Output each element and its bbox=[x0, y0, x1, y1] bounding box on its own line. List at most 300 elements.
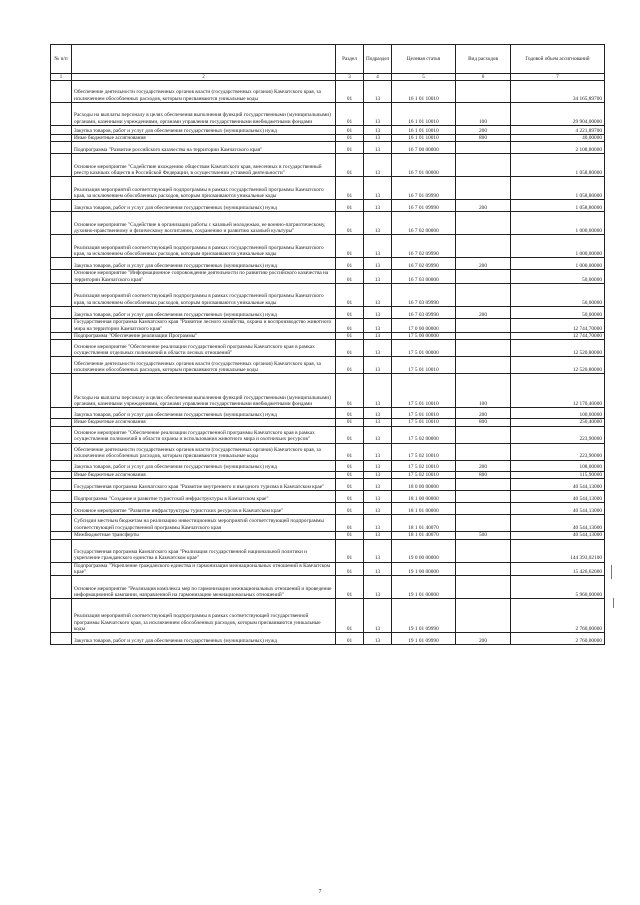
row-amount-cell: 223,90000 bbox=[511, 426, 605, 443]
row-section-cell: 01 bbox=[336, 562, 364, 576]
row-expense-type-cell: 200 bbox=[456, 633, 511, 645]
row-amount-cell: 12 520,80000 bbox=[511, 340, 605, 357]
row-section-cell: 01 bbox=[336, 599, 364, 633]
table-row bbox=[51, 576, 605, 599]
row-name-cell: Основное мероприятие "Информационное сопровождение деятельности по развитию российского казачества на территории Камчатского края" bbox=[72, 270, 336, 284]
table-row bbox=[51, 479, 605, 491]
row-target-article-cell: 16 1 01 10010 bbox=[392, 81, 456, 103]
row-number-cell bbox=[51, 177, 72, 200]
table-row bbox=[51, 319, 605, 333]
row-name-cell: Закупка товаров, работ и услуг для обеспечения государственных (муниципальных) нужд bbox=[72, 633, 336, 645]
row-expense-type-cell bbox=[456, 539, 511, 562]
row-target-article-cell: 18 1 01 40070 bbox=[392, 532, 456, 539]
row-target-article-cell: 16 7 01 00000 bbox=[392, 154, 456, 177]
header-number: № п/п bbox=[51, 45, 72, 74]
row-amount-cell: 12 520,80000 bbox=[511, 357, 605, 374]
table-row bbox=[51, 126, 605, 135]
row-number-cell bbox=[51, 471, 72, 478]
table-row bbox=[51, 357, 605, 374]
row-expense-type-cell bbox=[456, 491, 511, 503]
row-amount-cell: 29 904,00000 bbox=[511, 103, 605, 126]
budget-table bbox=[50, 44, 605, 645]
row-number-cell bbox=[51, 235, 72, 258]
row-section-cell: 01 bbox=[336, 471, 364, 478]
row-subsection-cell: 13 bbox=[364, 340, 392, 357]
row-number-cell bbox=[51, 539, 72, 562]
row-name-cell: Реализация мероприятий соответствующей подпрограммы в рамках государственной программы Камчатского края, за исключением обособленных расходов, которым присваиваются уникальные коды bbox=[72, 177, 336, 200]
row-name-cell: Субсидии местным бюджетам на реализацию инвестиционных мероприятий соответствующей подпрограммы соответствующей государственной программы Камчатского края bbox=[72, 515, 336, 532]
row-name-cell: Основное мероприятие "Обеспечение реализации государственной программы Камчатского края в рамках осуществления полномочий в области охраны и использования животного мира и охотничьих ресурсов" bbox=[72, 426, 336, 443]
row-name-cell: Иные бюджетные ассигнования bbox=[72, 419, 336, 426]
table-row bbox=[51, 333, 605, 340]
row-number-cell bbox=[51, 479, 72, 491]
row-subsection-cell: 13 bbox=[364, 532, 392, 539]
row-section-cell: 01 bbox=[336, 443, 364, 460]
row-subsection-cell: 13 bbox=[364, 81, 392, 103]
row-number-cell bbox=[51, 532, 72, 539]
row-name-cell: Межбюджетные трансферты bbox=[72, 532, 336, 539]
row-amount-cell: 40 544,13000 bbox=[511, 532, 605, 539]
row-amount-cell: 15 426,62000 bbox=[511, 562, 605, 576]
table-row bbox=[51, 135, 605, 142]
row-section-cell: 01 bbox=[336, 419, 364, 426]
row-number-cell bbox=[51, 340, 72, 357]
row-subsection-cell: 13 bbox=[364, 212, 392, 235]
row-target-article-cell: 16 7 01 09990 bbox=[392, 177, 456, 200]
row-section-cell: 01 bbox=[336, 426, 364, 443]
row-amount-cell: 1 000,00000 bbox=[511, 258, 605, 270]
row-target-article-cell: 17 5 02 00000 bbox=[392, 426, 456, 443]
row-target-article-cell: 16 7 01 09990 bbox=[392, 200, 456, 212]
row-target-article-cell: 17 5 01 10010 bbox=[392, 408, 456, 419]
column-number: 2 bbox=[72, 74, 336, 81]
row-number-cell bbox=[51, 200, 72, 212]
row-subsection-cell: 13 bbox=[364, 333, 392, 340]
row-subsection-cell: 13 bbox=[364, 177, 392, 200]
table-row bbox=[51, 154, 605, 177]
row-expense-type-cell bbox=[456, 81, 511, 103]
row-expense-type-cell bbox=[456, 235, 511, 258]
row-section-cell: 01 bbox=[336, 154, 364, 177]
row-section-cell: 01 bbox=[336, 491, 364, 503]
table-body bbox=[51, 81, 605, 645]
row-number-cell bbox=[51, 258, 72, 270]
table-row bbox=[51, 532, 605, 539]
row-name-cell: Расходы на выплаты персоналу в целях обеспечения выполнения функций государственными (муниципальными) органами, казенными учреждениями, органами управления государственными внебюджетными фондами bbox=[72, 374, 336, 408]
header-subsection: Подраздел bbox=[364, 45, 392, 74]
row-section-cell: 01 bbox=[336, 515, 364, 532]
row-expense-type-cell: 200 bbox=[456, 460, 511, 471]
table-row bbox=[51, 200, 605, 212]
table-row bbox=[51, 177, 605, 200]
row-section-cell: 01 bbox=[336, 258, 364, 270]
row-subsection-cell: 13 bbox=[364, 576, 392, 599]
row-section-cell: 01 bbox=[336, 374, 364, 408]
row-expense-type-cell: 200 bbox=[456, 408, 511, 419]
row-expense-type-cell bbox=[456, 270, 511, 284]
row-target-article-cell: 17 0 00 00000 bbox=[392, 319, 456, 333]
row-amount-cell: 1 000,00000 bbox=[511, 235, 605, 258]
row-name-cell: Государственная программа Камчатского края "Развитие внутреннего и въездного туризма в Камчатском крае" bbox=[72, 479, 336, 491]
row-amount-cell: 250,40000 bbox=[511, 419, 605, 426]
row-amount-cell: 12 744,70000 bbox=[511, 333, 605, 340]
row-subsection-cell: 13 bbox=[364, 154, 392, 177]
row-target-article-cell: 16 7 03 00000 bbox=[392, 270, 456, 284]
row-subsection-cell: 13 bbox=[364, 539, 392, 562]
row-subsection-cell: 13 bbox=[364, 142, 392, 154]
row-expense-type-cell bbox=[456, 515, 511, 532]
row-name-cell: Закупка товаров, работ и услуг для обеспечения государственных (муниципальных) нужд bbox=[72, 258, 336, 270]
row-target-article-cell: 17 5 01 10010 bbox=[392, 419, 456, 426]
row-expense-type-cell bbox=[456, 599, 511, 633]
row-expense-type-cell: 100 bbox=[456, 103, 511, 126]
row-section-cell: 01 bbox=[336, 340, 364, 357]
row-section-cell: 01 bbox=[336, 357, 364, 374]
row-section-cell: 01 bbox=[336, 177, 364, 200]
row-subsection-cell: 13 bbox=[364, 471, 392, 478]
row-subsection-cell: 13 bbox=[364, 633, 392, 645]
row-target-article-cell: 17 5 02 10010 bbox=[392, 471, 456, 478]
row-name-cell: Основное мероприятие "Содействие в организации работы с казачьей молодежью, ее военно-патриотическому, духовно-нравственному и физическому воспитанию, сохранению и развитию казачьей культуры" bbox=[72, 212, 336, 235]
table-row bbox=[51, 212, 605, 235]
budget-table-sheet bbox=[50, 44, 604, 645]
row-section-cell: 01 bbox=[336, 333, 364, 340]
row-amount-cell: 12 744,70000 bbox=[511, 319, 605, 333]
table-row bbox=[51, 633, 605, 645]
row-name-cell: Реализация мероприятий соответствующей подпрограммы в рамках соответствующей государственной программы Камчатского края, за исключением обособленных расходов, которым присваиваются уникальные коды bbox=[72, 599, 336, 633]
row-subsection-cell: 13 bbox=[364, 562, 392, 576]
table-row bbox=[51, 142, 605, 154]
row-target-article-cell: 19 1 01 00000 bbox=[392, 576, 456, 599]
row-amount-cell: 40 544,13000 bbox=[511, 515, 605, 532]
row-number-cell bbox=[51, 103, 72, 126]
row-subsection-cell: 13 bbox=[364, 515, 392, 532]
row-number-cell bbox=[51, 426, 72, 443]
row-name-cell: Подпрограмма "Создание и развитие туристской инфраструктуры в Камчатском крае" bbox=[72, 491, 336, 503]
row-name-cell: Подпрограмма "Развитие российского казачества на территории Камчатского края" bbox=[72, 142, 336, 154]
row-expense-type-cell bbox=[456, 357, 511, 374]
row-section-cell: 01 bbox=[336, 479, 364, 491]
table-row bbox=[51, 426, 605, 443]
row-subsection-cell: 13 bbox=[364, 419, 392, 426]
row-amount-cell: 40,00000 bbox=[511, 135, 605, 142]
row-section-cell: 01 bbox=[336, 126, 364, 135]
row-target-article-cell: 17 5 02 10010 bbox=[392, 443, 456, 460]
row-expense-type-cell: 800 bbox=[456, 471, 511, 478]
margin-mark bbox=[611, 565, 612, 579]
row-subsection-cell: 13 bbox=[364, 258, 392, 270]
table-row bbox=[51, 460, 605, 471]
row-number-cell bbox=[51, 503, 72, 515]
row-number-cell bbox=[51, 599, 72, 633]
table-row bbox=[51, 471, 605, 478]
row-name-cell: Иные бюджетные ассигнования bbox=[72, 471, 336, 478]
row-amount-cell: 1 000,00000 bbox=[511, 212, 605, 235]
row-expense-type-cell: 200 bbox=[456, 126, 511, 135]
row-name-cell: Государственная программа Камчатского края "Реализация государственной национальной политики и укрепление гражданского единства в Камчатском крае" bbox=[72, 539, 336, 562]
table-row bbox=[51, 374, 605, 408]
row-number-cell bbox=[51, 142, 72, 154]
row-target-article-cell: 17 5 01 10010 bbox=[392, 357, 456, 374]
row-number-cell bbox=[51, 576, 72, 599]
row-name-cell: Расходы на выплаты персоналу в целях обеспечения выполнения функций государственными (муниципальными) органами, казенными учреждениями, органами управления государственными внебюджетными фондами bbox=[72, 103, 336, 126]
row-amount-cell: 1 058,80000 bbox=[511, 154, 605, 177]
row-target-article-cell: 16 1 01 10010 bbox=[392, 126, 456, 135]
row-expense-type-cell bbox=[456, 426, 511, 443]
row-name-cell: Закупка товаров, работ и услуг для обеспечения государственных (муниципальных) нужд bbox=[72, 460, 336, 471]
row-amount-cell: 100,00000 bbox=[511, 408, 605, 419]
row-section-cell: 01 bbox=[336, 576, 364, 599]
row-expense-type-cell: 800 bbox=[456, 135, 511, 142]
row-subsection-cell: 13 bbox=[364, 374, 392, 408]
row-expense-type-cell bbox=[456, 562, 511, 576]
row-subsection-cell: 13 bbox=[364, 426, 392, 443]
row-number-cell bbox=[51, 154, 72, 177]
row-expense-type-cell bbox=[456, 443, 511, 460]
row-section-cell: 01 bbox=[336, 212, 364, 235]
row-section-cell: 01 bbox=[336, 235, 364, 258]
row-amount-cell: 50,00000 bbox=[511, 270, 605, 284]
row-name-cell: Подпрограмма "Обеспечение реализации Программы" bbox=[72, 333, 336, 340]
row-subsection-cell: 13 bbox=[364, 103, 392, 126]
header-name bbox=[72, 45, 336, 74]
row-subsection-cell: 13 bbox=[364, 135, 392, 142]
row-name-cell: Обеспечение деятельности государственных органов власти (государственных органов) Камчатского края, за исключением обособленных расходов, которым присваиваются уникальные коды bbox=[72, 357, 336, 374]
column-number: 7 bbox=[511, 74, 605, 81]
row-number-cell bbox=[51, 284, 72, 307]
row-target-article-cell: 16 1 01 10010 bbox=[392, 103, 456, 126]
header-target-article: Целевая статья bbox=[392, 45, 456, 74]
row-subsection-cell: 13 bbox=[364, 460, 392, 471]
row-expense-type-cell: 200 bbox=[456, 200, 511, 212]
row-target-article-cell: 16 7 03 09990 bbox=[392, 284, 456, 307]
row-target-article-cell: 19 1 01 09990 bbox=[392, 599, 456, 633]
row-name-cell: Закупка товаров, работ и услуг для обеспечения государственных (муниципальных) нужд bbox=[72, 126, 336, 135]
row-subsection-cell: 13 bbox=[364, 200, 392, 212]
row-number-cell bbox=[51, 212, 72, 235]
row-number-cell bbox=[51, 357, 72, 374]
row-section-cell: 01 bbox=[336, 103, 364, 126]
row-number-cell bbox=[51, 633, 72, 645]
row-target-article-cell: 19 0 00 00000 bbox=[392, 539, 456, 562]
row-number-cell bbox=[51, 81, 72, 103]
row-amount-cell: 2 108,80000 bbox=[511, 142, 605, 154]
row-amount-cell: 40 544,13000 bbox=[511, 479, 605, 491]
row-amount-cell: 50,00000 bbox=[511, 284, 605, 307]
row-number-cell bbox=[51, 333, 72, 340]
table-row bbox=[51, 515, 605, 532]
row-expense-type-cell: 200 bbox=[456, 307, 511, 319]
table-row bbox=[51, 599, 605, 633]
column-number: 4 bbox=[364, 74, 392, 81]
row-expense-type-cell bbox=[456, 154, 511, 177]
row-target-article-cell: 16 7 00 00000 bbox=[392, 142, 456, 154]
table-row bbox=[51, 503, 605, 515]
row-name-cell: Иные бюджетные ассигнования bbox=[72, 135, 336, 142]
row-expense-type-cell: 100 bbox=[456, 374, 511, 408]
row-section-cell: 01 bbox=[336, 503, 364, 515]
row-section-cell: 01 bbox=[336, 81, 364, 103]
row-amount-cell: 40 544,13000 bbox=[511, 503, 605, 515]
row-name-cell: Реализация мероприятий соответствующей подпрограммы в рамках государственной программы Камчатского края, за исключением обособленных расходов, которым присваиваются уникальные коды bbox=[72, 284, 336, 307]
row-subsection-cell: 13 bbox=[364, 443, 392, 460]
row-name-cell: Закупка товаров, работ и услуг для обеспечения государственных (муниципальных) нужд bbox=[72, 307, 336, 319]
row-number-cell bbox=[51, 408, 72, 419]
row-section-cell: 01 bbox=[336, 284, 364, 307]
row-section-cell: 01 bbox=[336, 200, 364, 212]
row-target-article-cell: 17 5 02 10010 bbox=[392, 460, 456, 471]
row-number-cell bbox=[51, 419, 72, 426]
row-name-cell: Основное мероприятие "Содействие вхождению обществам Камчатского края, внесенных в государственный реестр казачьих обществ в Российской Федерации, в осуществлении уставной деятельности" bbox=[72, 154, 336, 177]
row-subsection-cell: 13 bbox=[364, 270, 392, 284]
row-subsection-cell: 13 bbox=[364, 126, 392, 135]
row-number-cell bbox=[51, 515, 72, 532]
row-expense-type-cell bbox=[456, 212, 511, 235]
row-section-cell: 01 bbox=[336, 319, 364, 333]
row-name-cell: Обеспечение деятельности государственных органов власти (государственных органов) Камчатского края, за исключением обособленных расходов, которым присваиваются уникальные коды bbox=[72, 81, 336, 103]
row-number-cell bbox=[51, 491, 72, 503]
row-expense-type-cell bbox=[456, 333, 511, 340]
row-target-article-cell: 16 7 02 09990 bbox=[392, 258, 456, 270]
row-subsection-cell: 13 bbox=[364, 599, 392, 633]
row-number-cell bbox=[51, 374, 72, 408]
column-number: 3 bbox=[336, 74, 364, 81]
row-target-article-cell: 17 5 01 00000 bbox=[392, 340, 456, 357]
row-name-cell: Основное мероприятие "Реализация комплекса мер по гармонизации межнациональных отношений и проведение информационной кампании, направленной на гармонизацию межнациональных отношений" bbox=[72, 576, 336, 599]
row-number-cell bbox=[51, 443, 72, 460]
row-subsection-cell: 13 bbox=[364, 408, 392, 419]
row-number-cell bbox=[51, 126, 72, 135]
row-target-article-cell: 16 7 02 00000 bbox=[392, 212, 456, 235]
row-amount-cell: 144 393,02100 bbox=[511, 539, 605, 562]
row-number-cell bbox=[51, 319, 72, 333]
row-amount-cell: 1 058,80000 bbox=[511, 177, 605, 200]
row-section-cell: 01 bbox=[336, 532, 364, 539]
row-section-cell: 01 bbox=[336, 142, 364, 154]
row-section-cell: 01 bbox=[336, 460, 364, 471]
row-amount-cell: 223,90000 bbox=[511, 443, 605, 460]
row-name-cell: Основное мероприятие "Развитие инфраструктуры туристских ресурсов в Камчатском крае" bbox=[72, 503, 336, 515]
row-section-cell: 01 bbox=[336, 408, 364, 419]
table-row bbox=[51, 443, 605, 460]
row-number-cell bbox=[51, 135, 72, 142]
row-subsection-cell: 13 bbox=[364, 357, 392, 374]
row-amount-cell: 1 058,80000 bbox=[511, 200, 605, 212]
row-expense-type-cell bbox=[456, 319, 511, 333]
table-row bbox=[51, 258, 605, 270]
row-section-cell: 01 bbox=[336, 307, 364, 319]
table-row bbox=[51, 284, 605, 307]
table-row bbox=[51, 81, 605, 103]
row-target-article-cell: 17 5 00 00000 bbox=[392, 333, 456, 340]
row-expense-type-cell: 800 bbox=[456, 419, 511, 426]
row-target-article-cell: 18 0 00 00000 bbox=[392, 479, 456, 491]
table-row bbox=[51, 562, 605, 576]
row-section-cell: 01 bbox=[336, 135, 364, 142]
table-row bbox=[51, 408, 605, 419]
row-amount-cell: 4 221,89700 bbox=[511, 126, 605, 135]
header-annual-volume: Годовой объем ассигнований bbox=[511, 45, 605, 74]
row-expense-type-cell bbox=[456, 479, 511, 491]
row-amount-cell: 50,00000 bbox=[511, 307, 605, 319]
column-number: 1 bbox=[51, 74, 72, 81]
row-amount-cell: 115,90000 bbox=[511, 471, 605, 478]
row-expense-type-cell bbox=[456, 177, 511, 200]
row-amount-cell: 34 165,89700 bbox=[511, 81, 605, 103]
table-row bbox=[51, 491, 605, 503]
row-expense-type-cell bbox=[456, 284, 511, 307]
row-target-article-cell: 16 7 02 09990 bbox=[392, 235, 456, 258]
row-name-cell: Обеспечение деятельности государственных органов власти (государственных органов) Камчатского края, за исключением обособленных расходов, которым присваиваются уникальные коды bbox=[72, 443, 336, 460]
row-target-article-cell: 18 1 01 00000 bbox=[392, 503, 456, 515]
column-number: 5 bbox=[392, 74, 456, 81]
row-amount-cell: 108,00000 bbox=[511, 460, 605, 471]
row-name-cell: Подпрограмма "Укрепление гражданского единства и гармонизация межнациональных отношений в Камчатском крае" bbox=[72, 562, 336, 576]
row-expense-type-cell: 200 bbox=[456, 258, 511, 270]
row-name-cell: Реализация мероприятий соответствующей подпрограммы в рамках государственной программы Камчатского края, за исключением обособленных расходов, которым присваиваются уникальные коды bbox=[72, 235, 336, 258]
margin-mark bbox=[613, 598, 614, 608]
row-number-cell bbox=[51, 460, 72, 471]
row-subsection-cell: 13 bbox=[364, 491, 392, 503]
row-target-article-cell: 19 1 01 09990 bbox=[392, 633, 456, 645]
row-amount-cell: 12 170,40000 bbox=[511, 374, 605, 408]
row-name-cell: Государственная программа Камчатского края "Развитие лесного хозяйства, охрана и воспроизводство животного мира на территории Камчатского края" bbox=[72, 319, 336, 333]
row-target-article-cell: 16 1 01 10010 bbox=[392, 135, 456, 142]
row-target-article-cell: 18 1 01 40070 bbox=[392, 515, 456, 532]
row-expense-type-cell bbox=[456, 142, 511, 154]
row-section-cell: 01 bbox=[336, 539, 364, 562]
row-subsection-cell: 13 bbox=[364, 307, 392, 319]
row-amount-cell: 2 760,00000 bbox=[511, 633, 605, 645]
row-expense-type-cell bbox=[456, 503, 511, 515]
table-row bbox=[51, 340, 605, 357]
row-target-article-cell: 18 1 00 00000 bbox=[392, 491, 456, 503]
column-number: 6 bbox=[456, 74, 511, 81]
row-subsection-cell: 13 bbox=[364, 503, 392, 515]
row-subsection-cell: 13 bbox=[364, 284, 392, 307]
row-target-article-cell: 19 1 00 00000 bbox=[392, 562, 456, 576]
row-amount-cell: 40 544,13000 bbox=[511, 491, 605, 503]
column-number-row bbox=[51, 74, 605, 81]
row-name-cell: Закупка товаров, работ и услуг для обеспечения государственных (муниципальных) нужд bbox=[72, 200, 336, 212]
row-expense-type-cell: 500 bbox=[456, 532, 511, 539]
row-subsection-cell: 13 bbox=[364, 319, 392, 333]
row-subsection-cell: 13 bbox=[364, 479, 392, 491]
header-expense-type: Вид расходов bbox=[456, 45, 511, 74]
table-row bbox=[51, 270, 605, 284]
table-row bbox=[51, 235, 605, 258]
row-expense-type-cell bbox=[456, 576, 511, 599]
row-number-cell bbox=[51, 307, 72, 319]
table-row bbox=[51, 307, 605, 319]
row-section-cell: 01 bbox=[336, 633, 364, 645]
table-row bbox=[51, 419, 605, 426]
table-row bbox=[51, 103, 605, 126]
row-subsection-cell: 13 bbox=[364, 235, 392, 258]
header-section: Раздел bbox=[336, 45, 364, 74]
row-amount-cell: 5 960,00000 bbox=[511, 576, 605, 599]
row-number-cell bbox=[51, 270, 72, 284]
row-name-cell: Закупка товаров, работ и услуг для обеспечения государственных (муниципальных) нужд bbox=[72, 408, 336, 419]
row-number-cell bbox=[51, 562, 72, 576]
row-amount-cell: 2 760,00000 bbox=[511, 599, 605, 633]
table-row bbox=[51, 539, 605, 562]
row-target-article-cell: 16 7 03 09990 bbox=[392, 307, 456, 319]
row-target-article-cell: 17 5 01 10010 bbox=[392, 374, 456, 408]
row-section-cell: 01 bbox=[336, 270, 364, 284]
row-name-cell: Основное мероприятие "Обеспечение реализации государственной программы Камчатского края в рамках осуществления отдельных полномочий в области лесных отношений" bbox=[72, 340, 336, 357]
header-row bbox=[51, 45, 605, 74]
